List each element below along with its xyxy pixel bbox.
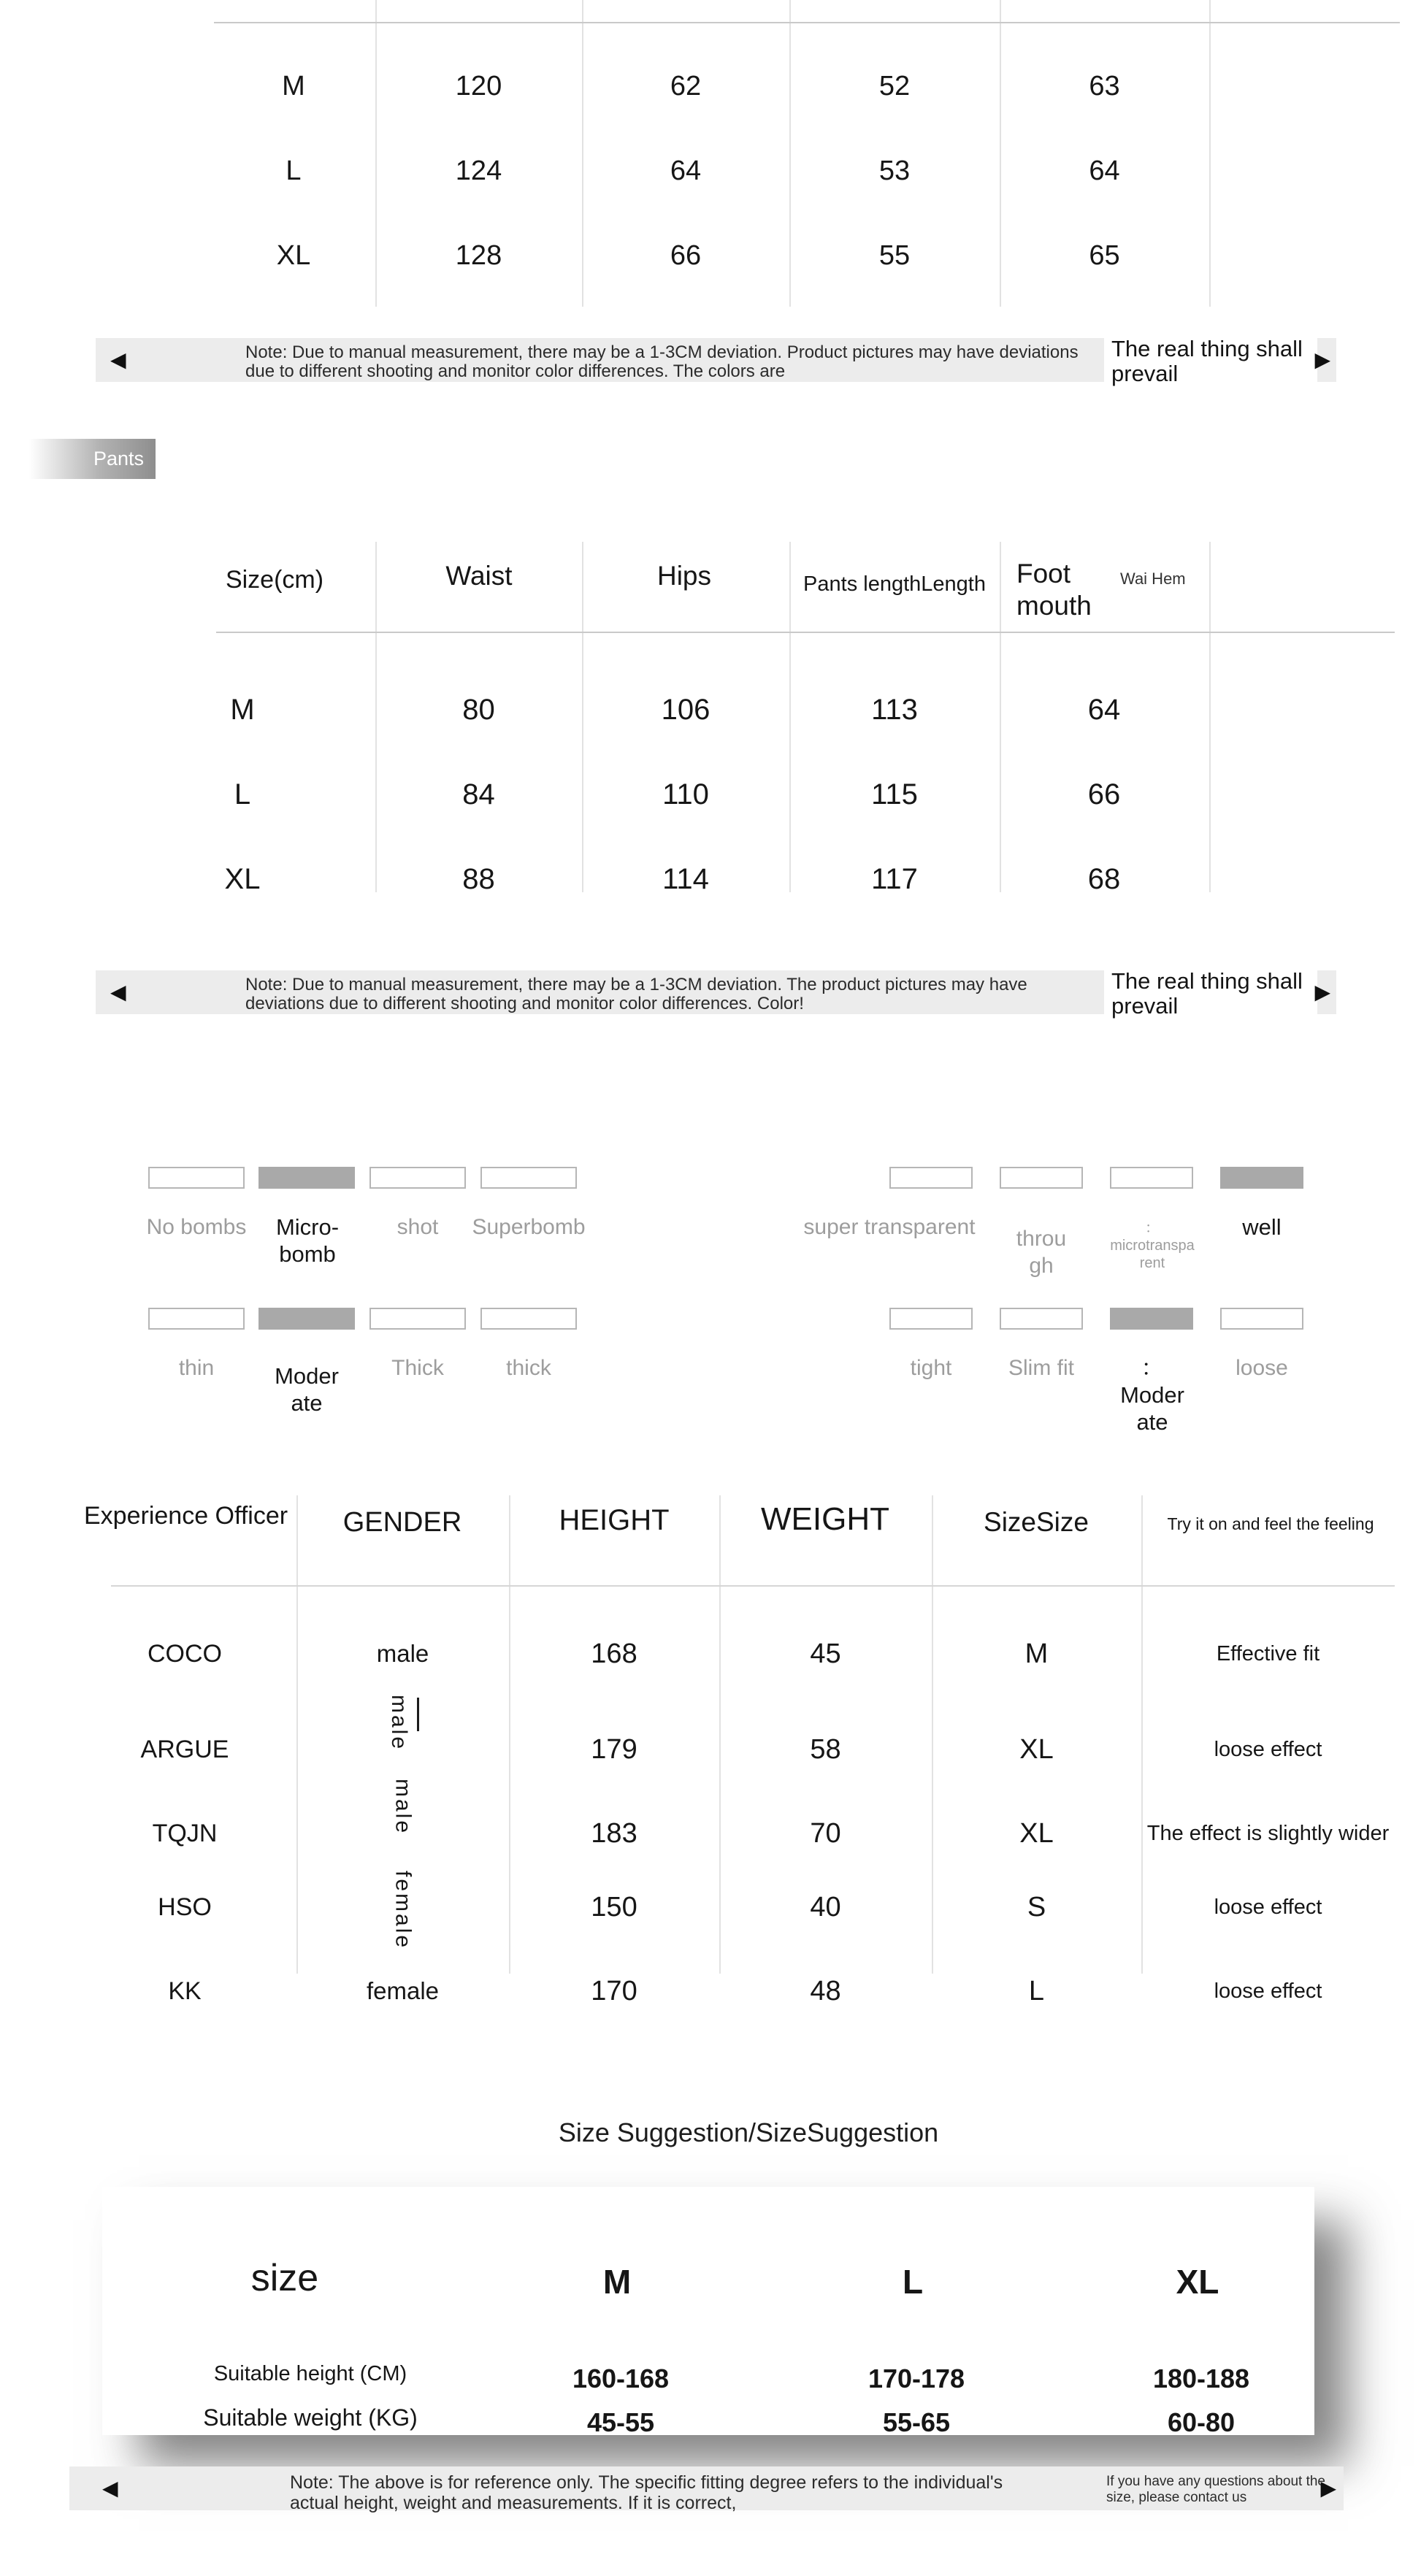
cell-value: 63 (1089, 70, 1120, 101)
table-row (110, 841, 1209, 917)
cell-value: 113 (871, 693, 918, 726)
size-value: XL (1019, 1817, 1054, 1849)
table-divider (1209, 0, 1211, 307)
cell-value: 66 (1087, 778, 1121, 810)
column-header-hips: Hips (656, 561, 712, 591)
cell-value: 114 (662, 862, 709, 895)
note-banner (96, 336, 1336, 386)
size-label: XL (276, 239, 311, 271)
next-arrow-icon[interactable]: ▶ (1314, 981, 1330, 1003)
cell-value: 64 (1087, 693, 1121, 726)
artifact-line (417, 1698, 419, 1731)
suitable-height-label: Suitable height (CM) (213, 2362, 407, 2385)
column-header-hem: Foot mouth (1016, 559, 1092, 621)
scale-label-selected: Moderate (275, 1363, 339, 1416)
scale-label-selected: ：Moderate (1120, 1355, 1184, 1435)
cell-value: 65 (1089, 239, 1120, 271)
table-row (212, 133, 1209, 209)
note-contact-text: If you have any questions about the size, please contact us (1106, 2474, 1325, 2505)
scale-box (1000, 1167, 1083, 1189)
prev-arrow-icon[interactable]: ◀ (110, 981, 126, 1003)
scale-label: shot (397, 1215, 439, 1239)
cell-value: 106 (661, 693, 710, 726)
next-arrow-icon[interactable]: ▶ (1320, 2477, 1336, 2499)
size-value: XL (1019, 1733, 1054, 1765)
feel-text: loose effect (1214, 1895, 1322, 1919)
officer-name: TQJN (152, 1819, 218, 1847)
note-banner (69, 2466, 1344, 2513)
note-text: Note: Due to manual measurement, there may be a 1-3CM deviation. The product pictures may have deviations due to different shooting and monitor color differences. Color! (245, 975, 1027, 1013)
column-header-waist: Waist (445, 561, 513, 591)
scale-box (148, 1167, 245, 1189)
scale-box (480, 1308, 577, 1330)
scale-box (889, 1308, 973, 1330)
scale-box (480, 1167, 577, 1189)
cell-value: 124 (455, 155, 502, 186)
scale-box-selected (258, 1308, 355, 1330)
size-label: M (230, 693, 255, 726)
size-label: L (286, 155, 302, 186)
column-header-officer: Experience Officer (84, 1502, 288, 1530)
cell-value: 64 (1089, 155, 1120, 186)
scale-label: ：microtransparent (1110, 1220, 1195, 1271)
pants-tab[interactable]: Pants (29, 439, 156, 479)
weight-value: 58 (810, 1733, 841, 1765)
cell-value: 62 (670, 70, 702, 101)
height-range: 180-188 (1152, 2364, 1250, 2393)
scale-box (889, 1167, 973, 1189)
scale-box (1220, 1308, 1303, 1330)
scale-box-selected (1220, 1167, 1303, 1189)
size-column-m: M (602, 2263, 632, 2301)
column-header-hem-note: Wai Hem (1120, 570, 1186, 588)
cell-value: 115 (871, 778, 918, 810)
cell-value: 55 (878, 239, 911, 271)
weight-range: 55-65 (882, 2407, 951, 2437)
scale-label: Thick (391, 1356, 444, 1380)
cell-value: 117 (871, 862, 918, 895)
column-header-height: HEIGHT (559, 1504, 670, 1536)
table-row (110, 756, 1209, 832)
officer-name: COCO (148, 1639, 222, 1668)
size-corner-label: size (250, 2257, 319, 2299)
column-header-length: Pants lengthLength (803, 572, 986, 596)
cell-value: 53 (878, 155, 911, 186)
scale-label: Slim fit (1008, 1356, 1074, 1380)
gender-value: male (391, 1779, 415, 1836)
weight-range: 45-55 (586, 2407, 655, 2437)
size-suggestion-card (102, 2187, 1314, 2435)
height-value: 150 (591, 1891, 637, 1923)
size-column-l: L (902, 2263, 924, 2301)
header-underline (216, 632, 1395, 633)
height-range: 160-168 (572, 2364, 670, 2393)
cell-value: 64 (670, 155, 702, 186)
size-label: XL (224, 862, 261, 895)
weight-value: 45 (810, 1638, 841, 1669)
table-divider (1209, 542, 1211, 892)
size-column-xl: XL (1176, 2263, 1219, 2301)
size-label: M (282, 70, 305, 101)
scale-label: thick (506, 1356, 551, 1380)
cell-value: 52 (878, 70, 911, 101)
cell-value: 84 (462, 778, 495, 810)
scale-box (1110, 1167, 1193, 1189)
note-banner (96, 968, 1336, 1019)
size-suggestion-title: Size Suggestion/SizeSuggestion (558, 2117, 939, 2147)
cell-value: 88 (462, 862, 495, 895)
scale-box (369, 1167, 466, 1189)
officer-name: ARGUE (140, 1735, 229, 1763)
feel-text: Effective fit (1216, 1642, 1320, 1665)
scale-label: loose (1236, 1356, 1288, 1380)
cell-value: 66 (670, 239, 702, 271)
table-row (73, 1610, 1395, 1698)
officer-name: HSO (158, 1893, 212, 1921)
height-value: 170 (591, 1975, 637, 2006)
scale-label: thin (178, 1356, 215, 1380)
size-value: M (1024, 1638, 1049, 1669)
scale-box (369, 1308, 466, 1330)
note-emphasis-text: The real thing shall prevail (1111, 968, 1303, 1019)
scale-label: super transparent (803, 1215, 976, 1239)
height-value: 179 (591, 1733, 637, 1765)
table-row (212, 48, 1209, 124)
cell-value: 128 (455, 239, 502, 271)
table-row (110, 672, 1209, 748)
weight-range: 60-80 (1167, 2407, 1236, 2437)
scale-label: No bombs (146, 1215, 247, 1239)
weight-value: 40 (810, 1891, 841, 1923)
note-emphasis-text: The real thing shall prevail (1111, 336, 1303, 386)
column-header-size: SizeSize (984, 1507, 1089, 1537)
height-value: 183 (591, 1817, 637, 1849)
prev-arrow-icon[interactable]: ◀ (102, 2477, 118, 2499)
note-highlight (1104, 963, 1317, 1019)
scale-label: Superbomb (472, 1215, 586, 1239)
gender-value: female (391, 1871, 415, 1950)
scale-box (1000, 1308, 1083, 1330)
feel-text: loose effect (1214, 1738, 1322, 1761)
weight-value: 48 (810, 1975, 841, 2006)
header-underline (111, 1585, 1395, 1587)
next-arrow-icon[interactable]: ▶ (1314, 348, 1330, 371)
note-text: Note: Due to manual measurement, there may be a 1-3CM deviation. Product pictures may have deviations due to different shooting and monitor color differences. The colors are (245, 342, 1079, 381)
scale-label: through (1016, 1227, 1067, 1278)
officer-name: KK (168, 1977, 202, 2005)
cell-value: 68 (1087, 862, 1121, 895)
feel-text: loose effect (1214, 1979, 1322, 2003)
gender-value: male (387, 1695, 411, 1752)
note-highlight (1104, 331, 1317, 386)
scale-label-selected: well (1242, 1214, 1282, 1240)
gender-value: male (376, 1640, 429, 1667)
height-range: 170-178 (867, 2364, 965, 2393)
table-row (73, 1863, 1395, 1951)
column-header-gender: GENDER (342, 1507, 462, 1538)
cell-value: 110 (662, 778, 709, 810)
column-header-weight: WEIGHT (761, 1501, 889, 1537)
size-label: L (234, 778, 251, 810)
table-row (73, 1947, 1395, 2035)
suitable-weight-label: Suitable weight (KG) (203, 2404, 418, 2431)
scale-label: tight (910, 1356, 952, 1380)
weight-value: 70 (810, 1817, 841, 1849)
scale-box-selected (258, 1167, 355, 1189)
size-value: S (1027, 1891, 1046, 1923)
cell-value: 80 (462, 693, 495, 726)
table-row (212, 218, 1209, 294)
height-value: 168 (591, 1638, 637, 1669)
note-text: Note: The above is for reference only. The specific fitting degree refers to the individual's actual height, weight and measurements. If it is correct, (290, 2472, 1003, 2513)
gender-value: female (366, 1977, 440, 2004)
scale-box (148, 1308, 245, 1330)
scale-label-selected: Micro-bomb (275, 1214, 340, 1267)
cell-value: 120 (455, 70, 502, 101)
size-value: L (1028, 1975, 1045, 2006)
feel-text: The effect is slightly wider (1146, 1822, 1390, 1845)
column-header-feel: Try it on and feel the feeling (1167, 1514, 1374, 1533)
prev-arrow-icon[interactable]: ◀ (110, 348, 126, 371)
header-underline (214, 22, 1400, 23)
scale-box-selected (1110, 1308, 1193, 1330)
column-header-size: Size(cm) (225, 566, 324, 594)
